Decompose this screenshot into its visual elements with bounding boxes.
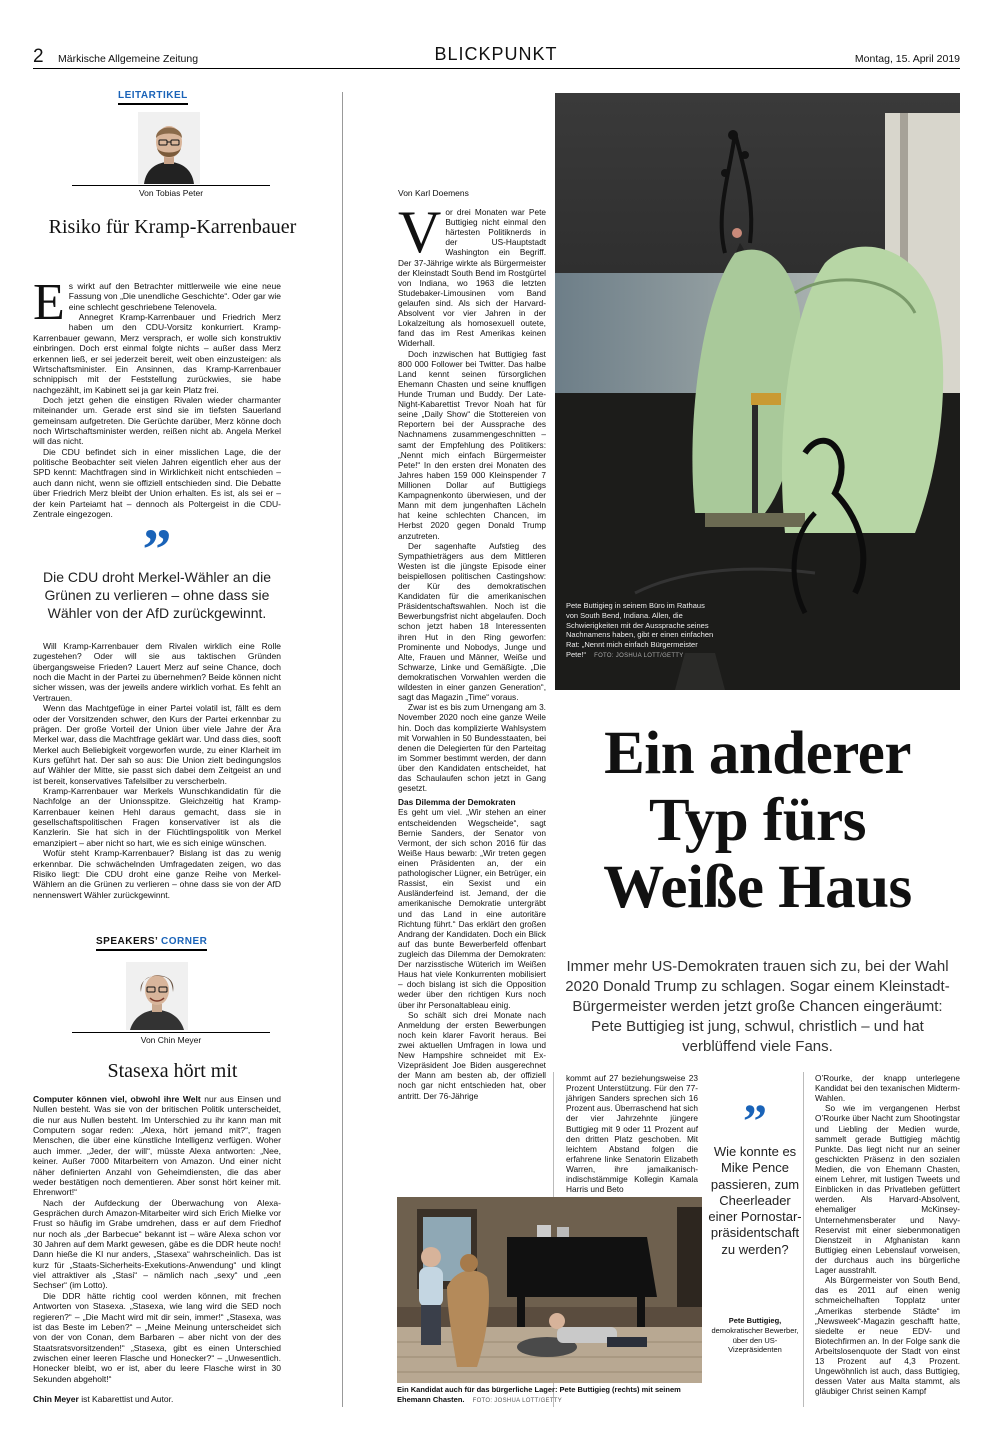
story-headline: Ein anderer Typ fürs Weiße Haus [603,720,912,922]
side-quote-attribution: Pete Buttigieg, demokratischer Bewerber, über den US-Vizepräsidenten [711,1316,799,1355]
leitartikel-kicker: LEITARTIKEL [118,90,188,105]
quote-icon: ” [142,517,172,582]
story-deck: Immer mehr US-Demokraten trauen sich zu, bei der Wahl 2020 Donald Trump zu schlagen. Sogar einem Kleinstadt-Bürgermeister werden jetzt große Chancen eingeräumt: Pete Buttigieg ist jung, schwul, christlich – und hat verblüffend viele Fans. [565,958,950,1055]
speakers-corner-kicker: SPEAKERS’ CORNER [96,936,207,951]
leitartikel-pull-quote: Die CDU droht Merkel-Wähler an die Grünen zu verlieren – ohne dass sie Wähler von der AfD zurückgewinnt. [43,569,271,622]
leitartikel-headline: Risiko für Kramp-Karrenbauer [48,216,297,238]
column-rule [342,92,343,1407]
leitartikel-body: E s wirkt auf den Betrachter mittlerweile wie eine neue Fassung von „Die unendliche Geschichte“. Oder gar wie eine schlecht geschriebene Telenovela. Annegret Kramp-Karrenbauer und Friedrich Merz haben um den CDU-Vorsitz konkurriert. Kramp-Karrenbauer gewann, Merz versprach, er wolle sich konstruktiv einbringen. Doch erst einmal folgte nichts – außer dass Merz erkennen ließ, er sei jederzeit bereit, weit oben einzusteigen: als Wirtschaftsminister. Ein Ansinnen, das Kramp-Karrenbauer schnippisch mit der Feststellung zurückwies, sie habe nachgezählt, im Kabinett sei ja gar kein Platz frei. Doch jetzt gehen die einstigen Rivalen wieder charmanter miteinander um. Gerade erst sind sie im tiefsten Sauerland gemeinsam aufgetreten. Die Gerüchte darüber, Merz könne doch noch Wirtschaftsminister werden, reißen nicht ab. Angela Merkel will das nicht. Die CDU befindet sich in einer misslichen Lage, die der politische Beobachter seit vielen Jahren eigentlich eher aus der SPD kennt: Machtfragen sind in Wirklichkeit nicht entschieden – auch dann nicht, wenn sie offiziell entschieden sind. Die Debatte über Friedrich Merz bleibt der Union erhalten. Es ist, als sei er – der kein Parteiamt hat – dennoch als Poltergeist in die CDU-Zentrale eingezogen. [33,274,281,519]
newspaper-name: Märkische Allgemeine Zeitung [58,53,199,65]
page-number: 2 [33,46,44,67]
issue-date: Montag, 15. April 2019 [854,53,960,65]
story-body-col3: O’Rourke, der knapp unterlegene Kandidat bei den texanischen Midterm-Wahlen. So wie im vergangenen Herbst O’Rourke über Nacht zum Shootingstar und Liebling der Medien wurde, sammelt gerade Buttigieg mächtig Punkte. Das liegt nicht nur an seiner geschickten Präsenz in den sozialen Medien, die von Ehemann Chasten, einem Lehrer, mit lustigen Tweets und Einblicken in das Privatleben gefüttert werden. Als Harvard-Absolvent, ehemaliger McKinsey-Unternehmensberater und Navy-Reservist mit einer siebenmonatigen Dienstzeit in Afghanistan kann Buttigieg einen Lebenslauf vorweisen, der durchaus auch ins bürgerliche Lager ausstrahlt. Als Bürgermeister von South Bend, das es 2011 auf einen wenig schmeichelhaften Topplatz unter „Amerikas sterbende Städte“ im „Newsweek“-Magazin geschafft hatte, siedelte er neue EDV- und Biotechfirmen an. In der Folge sank die Arbeitslosenquote der Stadt von einst 13 Prozent auf 4,3 Prozent. Ungewöhnlich ist auch, dass Buttigieg, dessen Vater aus Malta stammt, als gläubiger Christ seinen Kampf [815,1073,960,1397]
side-pull-quote: Wie konnte es Mike Pence passieren, zum Cheerleader einer Pornostar-präsidentschaft zu werden? [708,1144,802,1257]
speakers-corner-byline: Von Chin Meyer [72,1032,270,1045]
second-photo [397,1197,702,1383]
dropcap: E [33,274,65,331]
author-portrait [126,962,188,1030]
leitartikel-body-2: Will Kramp-Karrenbauer dem Rivalen wirklich eine Rolle zugestehen? Oder will sie aus taktischen Gründen übergangsweise Frieden? Lauert Merz auf seine Chance, doch noch die Macht in der Partei zu übernehmen? Beide können nicht sicher wissen, was der jeweils andere wirklich vorhat. Es fehlt an Vertrauen. Wenn das Machtgefüge in einer Partei volatil ist, fällt es dem oder der Vorsitzenden schwer, den Kurs der Partei erkennbar zu prägen. Der große Vorteil der Union über viele Jahre der Ära Merkel war, dass die Machtfrage geklärt war. Und dass dies, sooft Merkel auch Beliebigkeit vorgeworfen wurde, zu einer Klarheit im Kurs geführt hat. Der sah so aus: Die Union zielt bedingungslos auf Wähler der Mitte, sie passt sich dabei dem Zeitgeist an und ist bereit, konservatives Tafelsilber zu verscherbeln. Kramp-Karrenbauer war Merkels Wunschkandidatin für die Nachfolge an der Unionsspitze. Gleichzeitig hat Kramp-Karrenbauer keinen Hehl daraus gemacht, dass sie in gesellschaftspolitischen Fragen konservativer ist als die Kanzlerin. Sie hat sich in der Flüchtlingspolitik von Merkel emanzipiert – aber nicht so hart, wie es sich einige wünschen. Wofür steht Kramp-Karrenbauer? Bislang ist das zu wenig erkennbar. Die schwächelnden Umfragedaten zeigen, wo das Risiko liegt: Die CDU droht eine ganze Reihe von Merkel-Wählern an die Grünen zu verlieren – ohne dass sie von der AfD nennenswert Wähler zurückgewinnt. [33,641,281,900]
dropcap: V [398,199,442,265]
story-body-col1: V or drei Monaten war Pete Buttigieg nicht einmal den härtesten Politiknerds in der US-Hauptstadt Washington ein Begriff. Der 37-Jährige wirkte als Bürgermeister der Kleinstadt South Bend im Rostgürtel von Indiana, wo 1963 die letzten Studebaker-Limousinen vom Band gelaufen sind. Als sich der Harvard-Absolvent vor vier Jahren in der Lokalzeitung als homosexuell outete, fand das im Rest Amerikas keinen Widerhall. Doch inzwischen hat Buttigieg fast 800 000 Follower bei Twitter. Das halbe Land kennt seinen fürsorglichen Ehemann Chasten und seine knuffigen Hunde Truman und Buddy. Der Late-Night-Kabarettist Trevor Noah hat für seine „Daily Show“ die Stottereien von Reportern bei der Aussprache des Nachnamens zusammengeschnitten – samt der Empfehlung des Politikers: „Nennt mich einfach Bürgermeister Pete!“ In den ersten drei Monaten des Jahres haben 159 000 Kleinspender 7 Millionen Dollar auf Buttigiegs Kampagnenkonto überwiesen, und der Mann mit dem jungenhaften Lächeln hat keine schlechten Chancen, im Herbst 2020 gegen Donald Trump anzutreten. Der sagenhafte Aufstieg des Sympathieträgers aus dem Mittleren Westen ist die jüngste Episode einer beispiellosen politischen Castingshow: der Kür des demokratischen Kandidaten für die amerikanischen Präsidentschaftswahlen. Noch ist die Bewerbungsfrist nicht abgelaufen. Doch schon jetzt haben 18 Interessenten ihren Hut in den Ring geworfen: Prominente und Nobodys, Junge und Alte, Frauen und Männer, Weiße und Schwarze, Linke und Gemäßigte. „Die demokratischen Vorwahlen werden die wildesten in einer ganzen Generation“, sagt das Magazin „Time“ voraus. Zwar ist es bis zum Urnengang am 3. November 2020 noch eine ganze Weile hin. Doch das komplizierte Wahlsystem mit Vorwahlen in 50 Bundesstaaten, bei denen die Delegierten für den Parteitag im Sommer bestimmt werden, der dann über den Kandidaten entscheidet, hat das Schaulaufen schon jetzt in Gang gesetzt. Das Dilemma der Demokraten Es geht um viel. „Wir stehen an einer entscheidenden Wegscheide“, sagt Bernie Sanders, der Senator von Vermont, der sich schon 2016 für das Weiße Haus bewarb: „Wir treten gegen einen Präsidenten an, der ein pathologischer Lügner, ein Betrüger, ein Rassist, ein Sexist und ein Ausländerfeind ist. Jemand, der die amerikanische Demokratie untergräbt und das Land in eine autoritäre Richtung führt.“ Das erklärt den großen Andrang der Kandidaten. Doch ein Blick auf das bunte Bewerberfeld offenbart zugleich das Dilemma der Demokraten: Der narzisstische Wüterich im Weißen Haus hat viele Konkurrenten mobilisiert – doch bislang ist sich die Opposition weder über den richtigen Kurs noch über ihr Personaltableau einig. So schält sich drei Monate nach Anmeldung der ersten Bewerbungen noch kein klarer Favorit heraus. Bei zwei aktuellen Umfragen in Iowa und New Hampshire schneidet mit Ex-Vizepräsident Joe Biden ausgerechnet der Mann am besten ab, der offiziell noch gar nicht entschieden hat, ober antritt. Der 76-Jährige [398,199,546,1101]
speakers-corner-headline: Stasexa hört mit [107,1060,238,1082]
story-subhead: Das Dilemma der Demokraten [398,797,516,808]
quote-icon: ” [743,1095,767,1148]
header-rule [33,68,960,69]
speakers-corner-body: Computer können viel, obwohl ihre Welt nur aus Einsen und Nullen besteht. Was sie von der britischen Politik unterscheidet, die nur aus Nullen besteht. Im Unterschied zu ihr kann man mit Computern sogar reden: „Alexa, hört jemand mit?“, fragen Menschen, die über eine künstliche Intelligenz verfügen. Woher auch immer. „Jeder, der will“, müsste Alexa antworten: „Nee, keiner. Außer 7000 Mitarbeitern von Amazon. Und einer nicht näher definierten Anzahl von Geheimdiensten, die das aber weder bestätigen noch dementieren. Aber sonst hört keiner mit. Ehrenwort!“ Nach der Aufdeckung der Überwachung von Alexa-Gesprächen durch Amazon-Mitarbeiter wird sich Erich Mielke vor Frust so häufig im Grabe umdrehen, dass er auf dem Friedhof nur noch als „der Barbecue“ bekannt ist – wäre Alexa schon vor 30 Jahren auf dem Markt gewesen, gäbe es die DDR heute noch! Dann hieße die KI nur anders, „Stasexa“ wahrscheinlich. Das ist kurz für „Staats-Sicherheits-Exekutions-Anwendung“ und klingt viel attraktiver als „Stasi“ – nämlich nach „sexy“ und „een Sechser“ (im Lotto). Die DDR hätte richtig cool werden können, mit frechen Antworten von Stasexa. „Stasexa, wie lang wird die SED noch regieren?“ – „Die Macht wird mit dir sein, immer!“ „Stasexa, was ist das Beste im Leben?“ – „Meine Meinung unterscheidet sich von der von Conan, dem Barbaren – aber nicht von der des Staatsratsvorsitzenden!“ „Stasexa, gibt es einen Unterschied zwischen einer leeren Flasche und Honecker?“ – „Unwesentlich. Honecker bleibt, wo er ist, aber du leere Flasche wirst in 30 Sekunden abgeholt!“ [33,1094,281,1384]
photo-credit: FOTO: JOSHUA LOTT/GETTY [472,1397,563,1404]
photo-credit: FOTO: JOSHUA LOTT/GETTY [594,652,684,659]
speakers-corner-footer: Chin Meyer ist Kabarettist und Autor. [33,1394,174,1404]
second-photo-caption: Ein Kandidat auch für das bürgerliche Lager: Pete Buttigieg (rechts) mit seinem Ehemann Chasten. FOTO: JOSHUA LOTT/GETTY [397,1385,681,1404]
leitartikel-byline: Von Tobias Peter [72,185,270,198]
author-portrait [138,112,200,184]
story-body-col2: kommt auf 27 beziehungsweise 23 Prozent Unterstützung. Für den 77-jährigen Sanders sprechen sich 16 Prozent aus. Überraschend hat sich der vier Jahrzehnte jüngere Buttigieg mit 9 oder 11 Prozent auf den dritten Platz geschoben. Mit leichtem Abstand folgen die erfahrene linke Senatorin Elizabeth Warren, ihre jamaikanisch-indischstämmige Kollegin Kamala Harris und Beto [566,1073,698,1195]
main-photo-caption: Pete Buttigieg in seinem Büro im Rathaus von South Bend, Indiana. Allen, die Schwierigkeiten mit der Aussprache seines Nachnamens haben, gibt er einen einfachen Rat: „Nennt mich einfach Bürgermeister Pete!“ FOTO: JOSHUA LOTT/GETTY [566,601,714,659]
story-byline: Von Karl Doemens [398,188,469,198]
section-title: BLICKPUNKT [434,44,558,64]
